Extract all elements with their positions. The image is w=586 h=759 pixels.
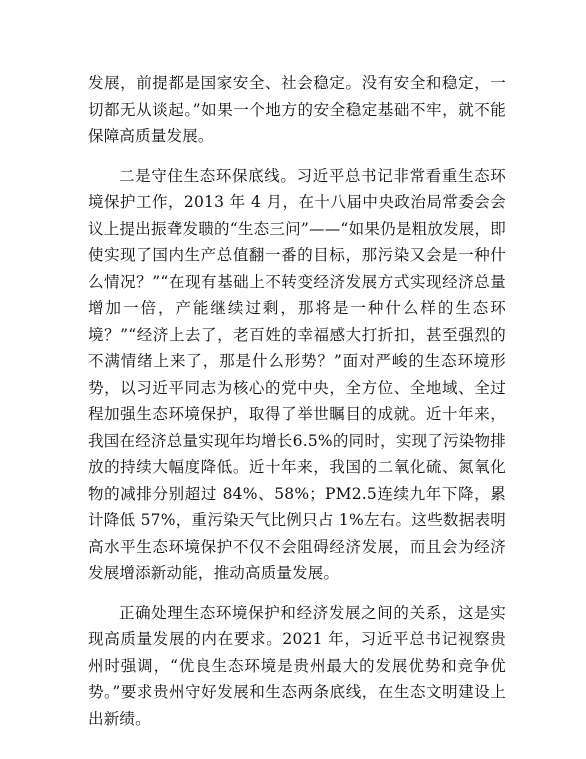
document-body — [88, 70, 506, 732]
paragraph-1: 发展，前提都是国家安全、社会稳定。没有安全和稳定，一切都无从谈起。”如果一个地方的安全稳定基础不牢，就不能保障高质量发展。 — [88, 74, 506, 145]
paragraph-2: 二是守住生态环保底线。习近平总书记非常看重生态环境保护工作，2013 年 4 月，在十八届中央政治局常委会会议上提出振聋发聩的“生态三问”——“如果仍是粗放发展，即使实现了国内生产总值翻一番的目标，那污染又会是一种什么情况？”“在现有基础上不转变经济发展方式实现经济总量增加一倍，产能继续过剩，那将是一种什么样的生态环境？”“经济上去了，老百姓的幸福感大打折扣，甚至强烈的不满情绪上来了，那是什么形势？”面对严峻的生态环境形势，以习近平同志为核心的党中央，全方位、全地域、全过程加强生态环境保护，取得了举世瞩目的成就。近十年来，我国在经济总量实现年均增长6.5%的同时，实现了污染物排放的持续大幅度降低。近十年来，我国的二氧化硫、氮氧化物的减排分别超过 84%、58%；PM2.5连续九年下降，累计降低 57%，重污染天气比例只占 1%左右。这些数据表明高水平生态环境保护不仅不会阻碍经济发展，而且会为经济发展增添新动能，推动高质量发展。 — [88, 166, 506, 582]
paragraph-3: 正确处理生态环境保护和经济发展之间的关系，这是实现高质量发展的内在要求。2021 年，习近平总书记视察贵州时强调，“优良生态环境是贵州最大的发展优势和竞争优势。”要求贵州守好发展和生态两条底线，在生态文明建设上出新绩。 — [88, 603, 506, 728]
